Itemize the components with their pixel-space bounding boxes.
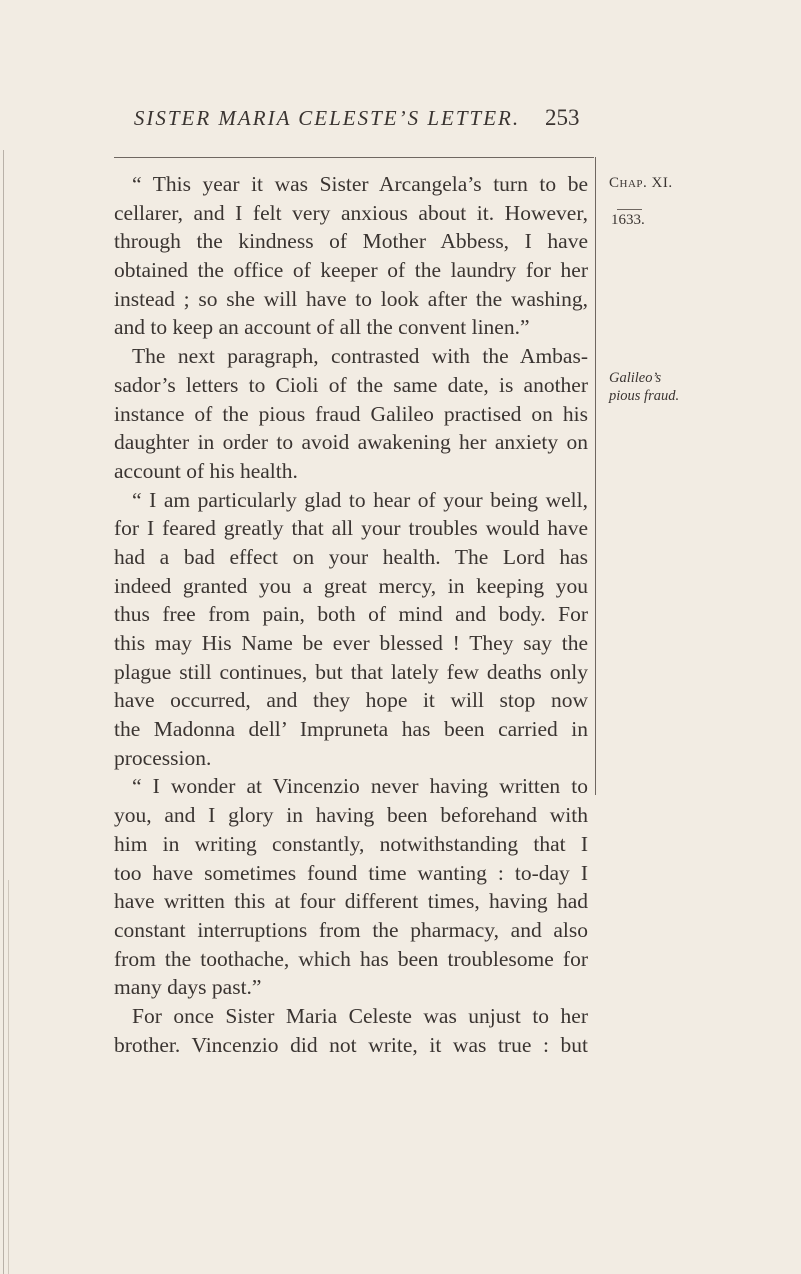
page-edge-shadow <box>3 150 4 1274</box>
running-title: SISTER MARIA CELESTE’S LETTER. <box>133 106 521 130</box>
page-number: 253 <box>545 105 580 130</box>
body-line: brother. Vincenzio did not write, it was true : but <box>114 1032 588 1057</box>
body-line: through the kindness of Mother Abbess, I have <box>114 229 588 254</box>
body-line: cellarer, and I felt very anxious about it. However, <box>114 200 588 225</box>
body-line: plague still continues, but that lately few deaths only <box>114 659 588 684</box>
margin-rule <box>617 209 642 210</box>
margin-chapter-label: Chap. XI. <box>609 175 673 191</box>
body-line: you, and I glory in having been beforehand with <box>114 803 588 828</box>
header-rule <box>114 157 594 158</box>
margin-chapter <box>609 175 673 192</box>
body-line: him in writing constantly, notwithstanding that I <box>114 831 588 856</box>
body-line: instance of the pious fraud Galileo practised on his <box>114 401 588 426</box>
body-line: constant interruptions from the pharmacy, and also <box>114 917 588 942</box>
margin-note-line: pious fraud. <box>609 388 680 404</box>
body-line: this may His Name be ever blessed ! They say the <box>114 631 588 655</box>
body-line: indeed granted you a great mercy, in keeping you <box>114 573 588 598</box>
margin-divider <box>595 157 596 795</box>
body-line: daughter in order to avoid awakening her anxiety on <box>114 430 588 455</box>
body-line: had a bad effect on your health. The Lord has <box>114 544 588 569</box>
body-line: “ This year it was Sister Arcangela’s turn to be <box>132 172 588 196</box>
body-line: and to keep an account of all the convent linen.” <box>114 315 530 340</box>
body-line: have occurred, and they hope it will stop now <box>114 688 588 713</box>
body-line: account of his health. <box>114 458 298 483</box>
body-line: many days past.” <box>114 975 262 1000</box>
margin-note-line: Galileo’s <box>609 370 662 386</box>
body-text <box>114 170 588 1059</box>
body-line: have written this at four different times, having had <box>114 889 588 914</box>
body-line: the Madonna dell’ Impruneta has been carried in <box>114 717 588 742</box>
body-line: procession. <box>114 745 212 770</box>
body-line: “ I am particularly glad to hear of your being well, <box>132 487 588 512</box>
body-line: for I feared greatly that all your troubles would have <box>114 516 588 541</box>
body-line: The next paragraph, contrasted with the Ambas- <box>132 344 588 369</box>
margin-note <box>609 369 799 405</box>
margin-year: 1633. <box>611 212 645 228</box>
body-line: too have sometimes found time wanting : to-day I <box>114 860 588 885</box>
body-line: from the toothache, which has been troublesome for <box>114 946 588 971</box>
body-line: For once Sister Maria Celeste was unjust to her <box>132 1003 588 1028</box>
page-edge-shadow-inner <box>8 880 9 1274</box>
body-line: obtained the office of keeper of the laundry for her <box>114 258 588 283</box>
body-line: thus free from pain, both of mind and body. For <box>114 602 588 627</box>
body-line: “ I wonder at Vincenzio never having written to <box>132 774 588 799</box>
body-line: instead ; so she will have to look after the washing, <box>114 286 588 311</box>
body-line: sador’s letters to Cioli of the same date, is another <box>114 372 588 397</box>
